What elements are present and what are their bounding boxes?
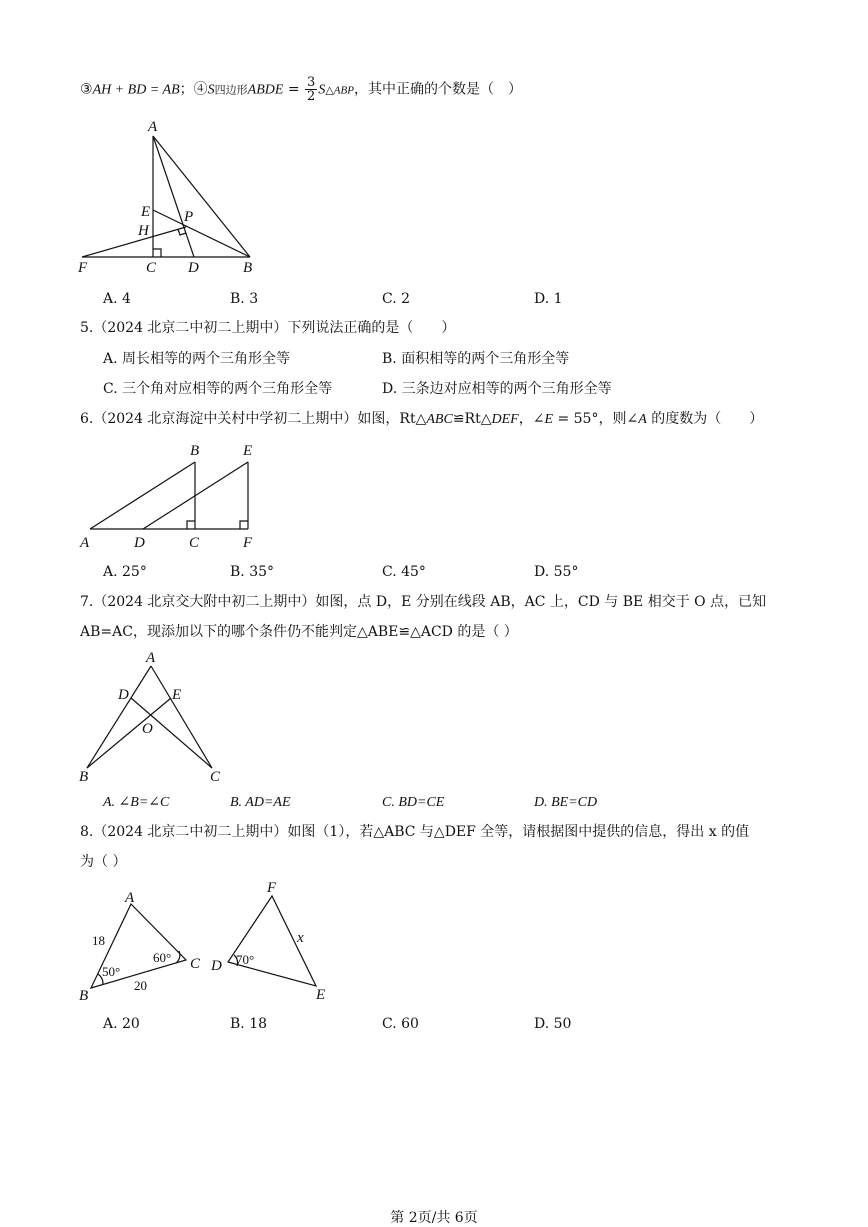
q4-expr3: AH + BD = AB <box>92 82 180 98</box>
q7-option-a-text: A. ∠B=∠C <box>103 795 170 810</box>
q4-option-b[interactable]: B. 3 <box>230 291 259 307</box>
q4-label-e: E <box>141 204 151 220</box>
q4-label-p: P <box>184 209 194 225</box>
q7-stem-line1: 7.（2024 北京交大附中初二上期中）如图，点 D，E 分别在线段 AB，AC 上，CD 与 BE 相交于 O 点，已知 <box>80 594 767 610</box>
q8-label-x: x <box>297 930 304 946</box>
q8-label-50: 50° <box>102 964 121 979</box>
q5-option-b[interactable]: B. 面积相等的两个三角形全等 <box>382 351 570 367</box>
q8-option-a[interactable]: A. 20 <box>103 1016 140 1032</box>
q6-label-f: F <box>243 535 253 551</box>
q6-label-a: A <box>80 535 90 551</box>
q4-label-d: D <box>188 260 199 276</box>
q8-label-e: E <box>316 987 326 1003</box>
q7-label-o: O <box>142 721 153 737</box>
q7-option-b-text: B. AD=AE <box>230 795 291 810</box>
q4-end: ，其中正确的个数是（ ） <box>353 81 522 98</box>
q8-label-18: 18 <box>92 933 105 948</box>
q6-stem-e: E <box>544 412 554 427</box>
q4-eq: = <box>283 81 305 98</box>
q6-stem-a: A <box>638 412 647 427</box>
q4-tri: △ABP <box>325 84 354 97</box>
q4-label-a: A <box>148 119 158 135</box>
q6-label-c: C <box>189 535 200 551</box>
q8-label-f: F <box>267 880 277 896</box>
q5-option-c[interactable]: C. 三个角对应相等的两个三角形全等 <box>103 381 333 397</box>
q8-label-c: C <box>190 956 201 972</box>
q6-stem-prefix: 6.（2024 北京海淀中关村中学初二上期中）如图，Rt△ <box>80 411 427 427</box>
q8-label-70: 70° <box>236 952 255 967</box>
q6-label-d: D <box>134 535 145 551</box>
q7-label-c: C <box>210 769 221 785</box>
q6-stem-cong: ≌Rt△ <box>452 411 492 427</box>
q7-option-c-text: C. BD=CE <box>382 795 445 810</box>
q6-label-b: B <box>190 443 200 459</box>
q4-sep: ；④ <box>179 81 208 98</box>
q4-quad: 四边形 <box>214 83 248 97</box>
q6-stem-abc: ABC <box>426 412 453 427</box>
q7-option-d-text: D. BE=CD <box>534 795 598 810</box>
q8-label-60: 60° <box>153 950 172 965</box>
q4-option-d[interactable]: D. 1 <box>534 291 563 307</box>
q5-option-a[interactable]: A. 周长相等的两个三角形全等 <box>103 351 291 367</box>
q6-stem-val: = 55°，则∠ <box>553 411 639 427</box>
q4-option-c[interactable]: C. 2 <box>382 291 411 307</box>
q8-label-a: A <box>125 890 135 906</box>
q8-label-d: D <box>211 958 222 974</box>
q4-quad-name: ABDE <box>247 82 284 98</box>
q8-label-20: 20 <box>134 978 147 993</box>
q8-option-b[interactable]: B. 18 <box>230 1016 268 1032</box>
q8-stem-line2: 为（ ） <box>80 854 127 870</box>
q6-option-c[interactable]: C. 45° <box>382 564 426 580</box>
q6-stem-end: 的度数为（ ） <box>646 411 764 427</box>
q7-stem-line2: AB=AC，现添加以下的哪个条件仍不能判定△ABE≌△ACD 的是（ ） <box>80 624 518 640</box>
q4-option-a[interactable]: A. 4 <box>103 291 131 307</box>
q4-label-c: C <box>146 260 157 276</box>
q5-stem: 5.（2024 北京二中初二上期中）下列说法正确的是（ ） <box>80 320 456 336</box>
q4-frac-num: 3 <box>307 75 316 90</box>
q4-label-f: F <box>78 260 88 276</box>
q4-prefix: ③ <box>80 81 93 98</box>
q6-option-d[interactable]: D. 55° <box>534 564 579 580</box>
q4-s: S <box>207 82 215 98</box>
q6-option-b[interactable]: B. 35° <box>230 564 275 580</box>
q8-option-c[interactable]: C. 60 <box>382 1016 419 1032</box>
q7-label-a: A <box>146 650 156 666</box>
q8-label-b: B <box>79 988 89 1004</box>
q6-stem-angle: ，∠ <box>518 411 545 427</box>
q7-label-d: D <box>118 687 129 703</box>
q8-stem-line1: 8.（2024 北京二中初二上期中）如图（1），若△ABC 与△DEF 全等，请根据图中提供的信息，得出 x 的值 <box>80 824 750 840</box>
q6-label-e: E <box>243 443 253 459</box>
q7-label-b: B <box>79 769 89 785</box>
q7-label-e: E <box>172 687 182 703</box>
q6-option-a[interactable]: A. 25° <box>103 564 147 580</box>
q4-label-h: H <box>138 223 149 239</box>
page-footer: 第 2页/共 6页 <box>390 1210 478 1226</box>
q5-option-d[interactable]: D. 三条边对应相等的两个三角形全等 <box>382 381 612 397</box>
q6-stem-def: DEF <box>491 412 519 427</box>
q4-label-b: B <box>243 260 253 276</box>
q8-option-d[interactable]: D. 50 <box>534 1016 572 1032</box>
q4-s2: S <box>318 82 326 98</box>
q4-frac-den: 2 <box>307 89 316 104</box>
